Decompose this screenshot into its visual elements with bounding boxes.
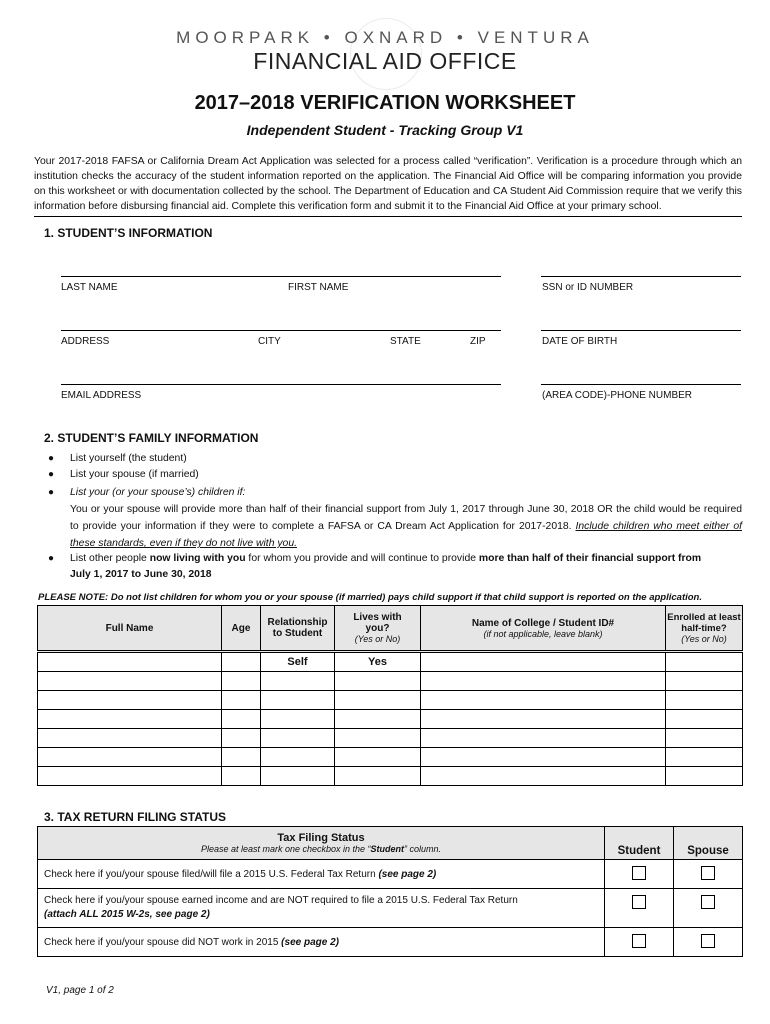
table-cell[interactable] xyxy=(38,729,222,748)
col-lives-line2: you? xyxy=(365,623,390,634)
table-cell[interactable] xyxy=(335,748,421,767)
dob-label: DATE OF BIRTH xyxy=(542,336,618,347)
first-name-label: FIRST NAME xyxy=(288,282,349,293)
email-label: EMAIL ADDRESS xyxy=(61,390,142,401)
question-ref: (attach ALL 2015 W-2s, see page 2) xyxy=(44,909,210,920)
table-cell[interactable] xyxy=(335,710,421,729)
campus-names: MOORPARK • OXNARD • VENTURA xyxy=(176,28,594,47)
table-cell[interactable] xyxy=(666,691,743,710)
bullet-item xyxy=(48,551,742,583)
bullet-text: List yourself (the student) xyxy=(70,453,187,464)
table-cell[interactable] xyxy=(38,672,222,691)
tax-table-header xyxy=(38,827,605,860)
student-checkbox-cell xyxy=(605,928,674,957)
section3-heading: 3. TAX RETURN FILING STATUS xyxy=(44,810,226,824)
instruction-bold: Student xyxy=(370,843,405,854)
table-cell[interactable] xyxy=(222,748,261,767)
section1-heading: 1. STUDENT’S INFORMATION xyxy=(44,226,213,240)
dob-input-line[interactable] xyxy=(541,330,741,331)
spouse-checkbox[interactable] xyxy=(701,866,715,880)
bullet-icon: ● xyxy=(48,487,55,498)
question-ref: (see page 2) xyxy=(281,936,339,948)
col-enrolled-line1: Enrolled at least xyxy=(667,612,741,623)
col-relationship-line2: to Student xyxy=(272,628,323,639)
col-college xyxy=(421,606,666,652)
bullet-icon: ● xyxy=(48,469,55,480)
spouse-checkbox[interactable] xyxy=(701,934,715,948)
page-footer: V1, page 1 of 2 xyxy=(46,985,114,996)
table-cell[interactable] xyxy=(335,672,421,691)
bullet-text: for whom you provide and will continue to provide xyxy=(245,553,479,564)
worksheet-title: 2017–2018 VERIFICATION WORKSHEET xyxy=(194,92,576,114)
table-cell[interactable] xyxy=(261,710,335,729)
table-cell[interactable] xyxy=(421,710,666,729)
student-checkbox-cell xyxy=(605,860,674,889)
last-name-label: LAST NAME xyxy=(61,282,118,293)
instruction-text: Please at least mark one checkbox in the “ xyxy=(200,843,371,854)
col-college-label: Name of College / Student ID# xyxy=(471,617,615,629)
children-criteria xyxy=(70,501,742,552)
table-cell[interactable] xyxy=(666,672,743,691)
table-cell[interactable] xyxy=(38,691,222,710)
col-enrolled-sub: (Yes or No) xyxy=(681,634,727,644)
spouse-checkbox-cell xyxy=(674,889,743,928)
table-cell[interactable] xyxy=(421,672,666,691)
col-lives-line1: Lives with xyxy=(353,612,402,623)
table-cell[interactable] xyxy=(335,729,421,748)
tax-row xyxy=(38,928,743,957)
col-relationship xyxy=(261,606,335,652)
table-cell[interactable] xyxy=(421,767,666,786)
table-cell[interactable] xyxy=(666,729,743,748)
bullet-item xyxy=(48,451,742,467)
bullet-text: List other people xyxy=(70,553,150,564)
table-cell[interactable] xyxy=(222,691,261,710)
zip-label: ZIP xyxy=(470,336,486,347)
tax-filing-table xyxy=(37,826,743,957)
bullet-text: List your spouse (if married) xyxy=(70,469,199,480)
children-criteria-underline: Include children who meet either of these standards, even if they do not live with you. xyxy=(70,521,742,549)
city-label: CITY xyxy=(258,336,281,347)
address-input-line[interactable] xyxy=(61,330,501,331)
table-cell[interactable] xyxy=(261,767,335,786)
table-cell[interactable] xyxy=(38,767,222,786)
question-text: Check here if you/your spouse filed/will file a 2015 U.S. Federal Tax Return xyxy=(44,868,379,880)
col-enrolled-line2: half-time? xyxy=(681,623,727,634)
question-text: Check here if you/your spouse earned income and are NOT required to file a 2015 U.S. Federal Tax Return xyxy=(44,895,518,906)
row-relationship-self: Self xyxy=(261,652,335,672)
table-row xyxy=(38,691,743,710)
table-cell[interactable] xyxy=(666,767,743,786)
family-table xyxy=(37,605,743,786)
table-cell[interactable] xyxy=(261,729,335,748)
ssn-label: SSN or ID NUMBER xyxy=(542,282,634,293)
ssn-input-line[interactable] xyxy=(541,276,741,277)
table-cell[interactable] xyxy=(335,691,421,710)
tax-question-1 xyxy=(38,860,605,889)
tax-row xyxy=(38,889,743,928)
table-cell[interactable] xyxy=(666,710,743,729)
spouse-checkbox-cell xyxy=(674,928,743,957)
bullet-bold: now living with you xyxy=(149,553,246,564)
table-cell[interactable] xyxy=(38,652,222,672)
table-row xyxy=(38,729,743,748)
table-row xyxy=(38,710,743,729)
table-cell[interactable] xyxy=(38,710,222,729)
bullet-text: List your (or your spouse’s) children if: xyxy=(70,487,246,498)
table-cell[interactable] xyxy=(222,710,261,729)
student-checkbox[interactable] xyxy=(632,934,646,948)
col-relationship-line1: Relationship xyxy=(267,617,328,628)
student-checkbox[interactable] xyxy=(632,895,646,909)
col-student: Student xyxy=(605,827,674,860)
spouse-checkbox[interactable] xyxy=(701,895,715,909)
question-ref: (see page 2) xyxy=(378,868,437,880)
col-enrolled xyxy=(666,606,743,652)
address-label: ADDRESS xyxy=(61,336,110,347)
table-cell[interactable] xyxy=(261,691,335,710)
col-college-sub: (if not applicable, leave blank) xyxy=(483,628,603,639)
table-cell[interactable] xyxy=(421,652,666,672)
table-row xyxy=(38,652,743,672)
col-age: Age xyxy=(222,606,261,652)
table-cell[interactable] xyxy=(222,652,261,672)
phone-label: (AREA CODE)-PHONE NUMBER xyxy=(542,390,693,401)
col-spouse: Spouse xyxy=(674,827,743,860)
table-cell[interactable] xyxy=(421,691,666,710)
bullet-item xyxy=(48,467,742,483)
intro-paragraph: Your 2017-2018 FAFSA or California Dream Act Application was selected for a process called “verification”. Verification is a procedure through which an institution checks the accuracy of the student information reported on the application. The Financial Aid Office will be comparing information you provide on this worksheet or with documentation collected by the school. The Department of Education and CA Student Aid Commission require that we verify this information before disbursing financial aid. Complete this verification form and submit it to the Financial Aid Office at your primary school. xyxy=(34,156,742,212)
bullet-item xyxy=(48,485,742,501)
col-lives-with xyxy=(335,606,421,652)
col-lives-sub: (Yes or No) xyxy=(354,634,401,644)
please-note: PLEASE NOTE: Do not list children for whom you or your spouse (if married) pays child support if that child support is reported on the application. xyxy=(38,592,702,603)
phone-input-line[interactable] xyxy=(541,384,741,385)
table-cell[interactable] xyxy=(335,767,421,786)
tax-table-instruction xyxy=(201,844,441,854)
worksheet-subtitle: Independent Student - Tracking Group V1 xyxy=(246,122,524,138)
section2-heading: 2. STUDENT’S FAMILY INFORMATION xyxy=(44,431,259,445)
tax-table-title: Tax Filing Status xyxy=(277,831,365,844)
col-full-name: Full Name xyxy=(38,606,222,652)
children-criteria-text: You or your spouse will provide more than half of their financial support from July 1, 2017 through June 30, 2018 OR the child would be required to provide your information if they were to complete a FAFSA or CA Dream Act Application for 2017-2018. xyxy=(70,504,742,532)
table-cell[interactable] xyxy=(421,748,666,767)
email-input-line[interactable] xyxy=(61,384,501,385)
instruction-text: ” column. xyxy=(404,843,442,854)
tax-row xyxy=(38,860,743,889)
table-cell[interactable] xyxy=(222,729,261,748)
name-input-line[interactable] xyxy=(61,276,501,277)
tax-question-2 xyxy=(38,889,605,928)
office-name: FINANCIAL AID OFFICE xyxy=(253,48,517,74)
table-row xyxy=(38,672,743,691)
table-cell[interactable] xyxy=(261,748,335,767)
bullet-icon: ● xyxy=(48,553,55,564)
bullet-icon: ● xyxy=(48,453,55,464)
table-cell[interactable] xyxy=(666,748,743,767)
bullet-bold: more than half of their financial support from xyxy=(478,553,702,564)
student-checkbox[interactable] xyxy=(632,866,646,880)
state-label: STATE xyxy=(390,336,421,347)
row-lives-yes: Yes xyxy=(335,652,421,672)
table-cell[interactable] xyxy=(222,672,261,691)
table-cell[interactable] xyxy=(421,729,666,748)
bullet-bold: July 1, 2017 to June 30, 2018 xyxy=(70,569,212,580)
table-row xyxy=(38,748,743,767)
table-cell[interactable] xyxy=(222,767,261,786)
table-cell[interactable] xyxy=(38,748,222,767)
question-text: Check here if you/your spouse did NOT work in 2015 xyxy=(44,936,282,948)
student-checkbox-cell xyxy=(605,889,674,928)
header-divider xyxy=(34,216,742,217)
table-cell[interactable] xyxy=(666,652,743,672)
tax-question-3 xyxy=(38,928,605,957)
table-cell[interactable] xyxy=(261,672,335,691)
table-row xyxy=(38,767,743,786)
spouse-checkbox-cell xyxy=(674,860,743,889)
